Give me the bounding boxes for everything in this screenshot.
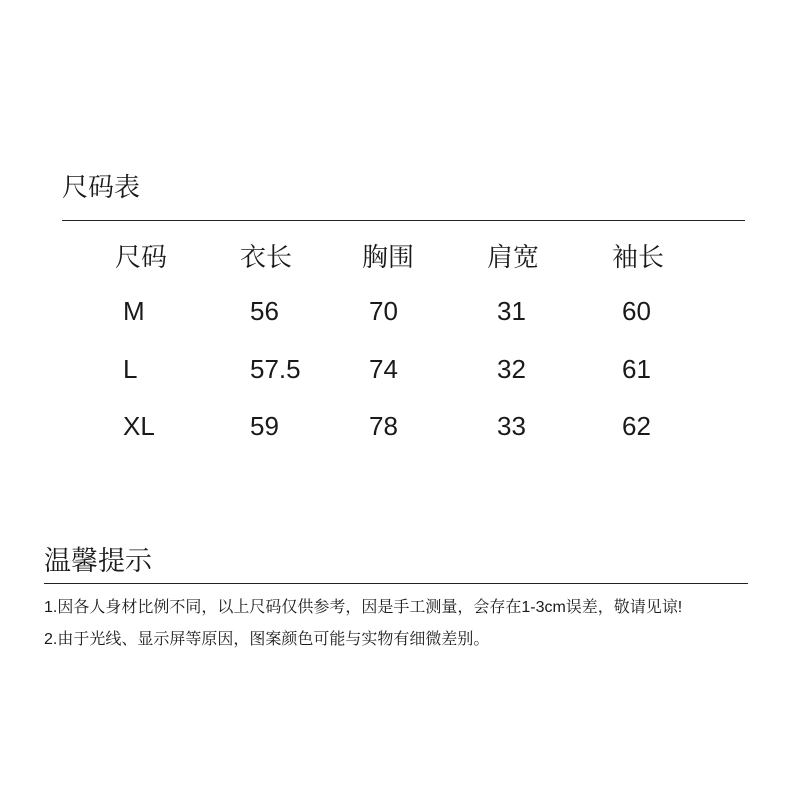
sleeve-cell: 60 [622,296,651,326]
notice-item: 1.因各人身材比例不同，以上尺码仅供参考，因是手工测量，会存在1-3cm误差，敬请见谅! [44,599,683,616]
notice-divider [44,583,748,584]
table-row [0,354,800,384]
notice-title: 温馨提示 [44,546,152,576]
header-sleeve: 袖长 [612,242,665,272]
shoulder-cell: 31 [497,296,526,326]
shoulder-cell: 32 [497,354,526,384]
notice-item: 2.由于光线、显示屏等原因，图案颜色可能与实物有细微差别。 [44,631,490,648]
length-cell: 56 [250,296,279,326]
chest-cell: 74 [369,354,398,384]
header-chest: 胸围 [362,242,415,272]
shoulder-cell: 33 [497,411,526,441]
chest-cell: 70 [369,296,398,326]
size-cell: M [123,296,145,326]
table-row [0,411,800,441]
length-cell: 59 [250,411,279,441]
size-cell: L [123,354,138,384]
size-chart-title: 尺码表 [62,172,141,202]
header-length: 衣长 [240,242,293,272]
chest-cell: 78 [369,411,398,441]
table-header-row [0,242,800,272]
sleeve-cell: 61 [622,354,651,384]
header-shoulder: 肩宽 [487,242,540,272]
title-divider [62,220,745,221]
length-cell: 57.5 [250,354,301,384]
header-size: 尺码 [115,242,168,272]
size-cell: XL [123,411,155,441]
sleeve-cell: 62 [622,411,651,441]
table-row [0,296,800,326]
